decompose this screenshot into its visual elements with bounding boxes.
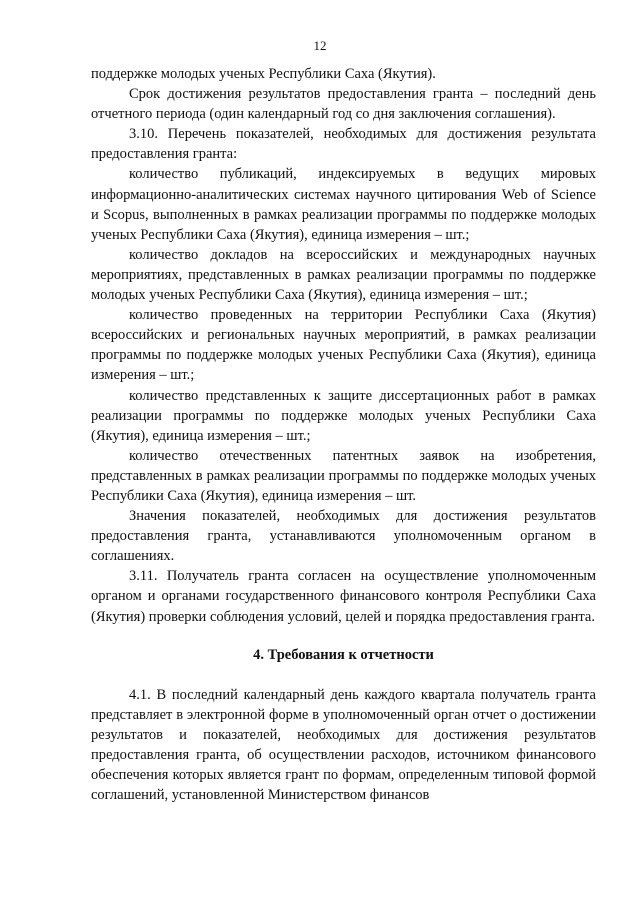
paragraph: количество отечественных патентных заявок на изобретения, представленных в рамках реализации программы по поддержке молодых ученых Республики Саха (Якутия), единица измерения – шт. (91, 447, 596, 504)
paragraph: количество проведенных на территории Республики Саха (Якутия) всероссийских и региональных научных мероприятий, в рамках реализации программы по поддержке молодых ученых Республики Саха (Якутия), единица измерения – шт.; (91, 307, 596, 384)
paragraph: количество публикаций, индексируемых в ведущих мировых информационно-аналитических системах научного цитирования Web of Science и Scopus, выполненных в рамках реализации программы по поддержке молодых ученых Республики Саха (Якутия), единица измерения – шт.; (91, 166, 596, 243)
paragraph: 4.1. В последний календарный день каждого квартала получатель гранта представляет в электронной форме в уполномоченный орган отчет о достижении результатов и показателей, необходимых для достижения результатов предоставления гранта, об осуществлении расходов, источником финансового обеспечения которых является грант по формам, определенным типовой формой соглашений, установленной Министерством финансов (91, 686, 596, 804)
paragraph: 3.10. Перечень показателей, необходимых для достижения результата предоставления гранта: (91, 126, 596, 163)
paragraph: 3.11. Получатель гранта согласен на осуществление уполномоченным органом и органами государственного финансового контроля Республики Саха (Якутия) проверки соблюдения условий, целей и порядка предоставления гранта. (91, 568, 596, 625)
page-number: 12 (313, 38, 327, 53)
paragraph: количество представленных к защите диссертационных работ в рамках реализации программы по поддержке молодых ученых Республики Саха (Якутия), единица измерения – шт.; (91, 387, 596, 444)
paragraph: поддержке молодых ученых Республики Саха (Якутия). (91, 66, 436, 82)
paragraph: Срок достижения результатов предоставления гранта – последний день отчетного периода (один календарный год со дня заключения соглашения). (91, 86, 596, 123)
paragraph: Значения показателей, необходимых для достижения результатов предоставления гранта, устанавливаются уполномоченным органом в соглашениях. (91, 508, 596, 565)
document-body (91, 64, 596, 805)
section-heading: 4. Требования к отчетности (253, 646, 434, 663)
paragraph: количество докладов на всероссийских и международных научных мероприятиях, представленных в рамках реализации программы по поддержке молодых ученых Республики Саха (Якутия), единица измерения – шт.; (91, 246, 596, 304)
